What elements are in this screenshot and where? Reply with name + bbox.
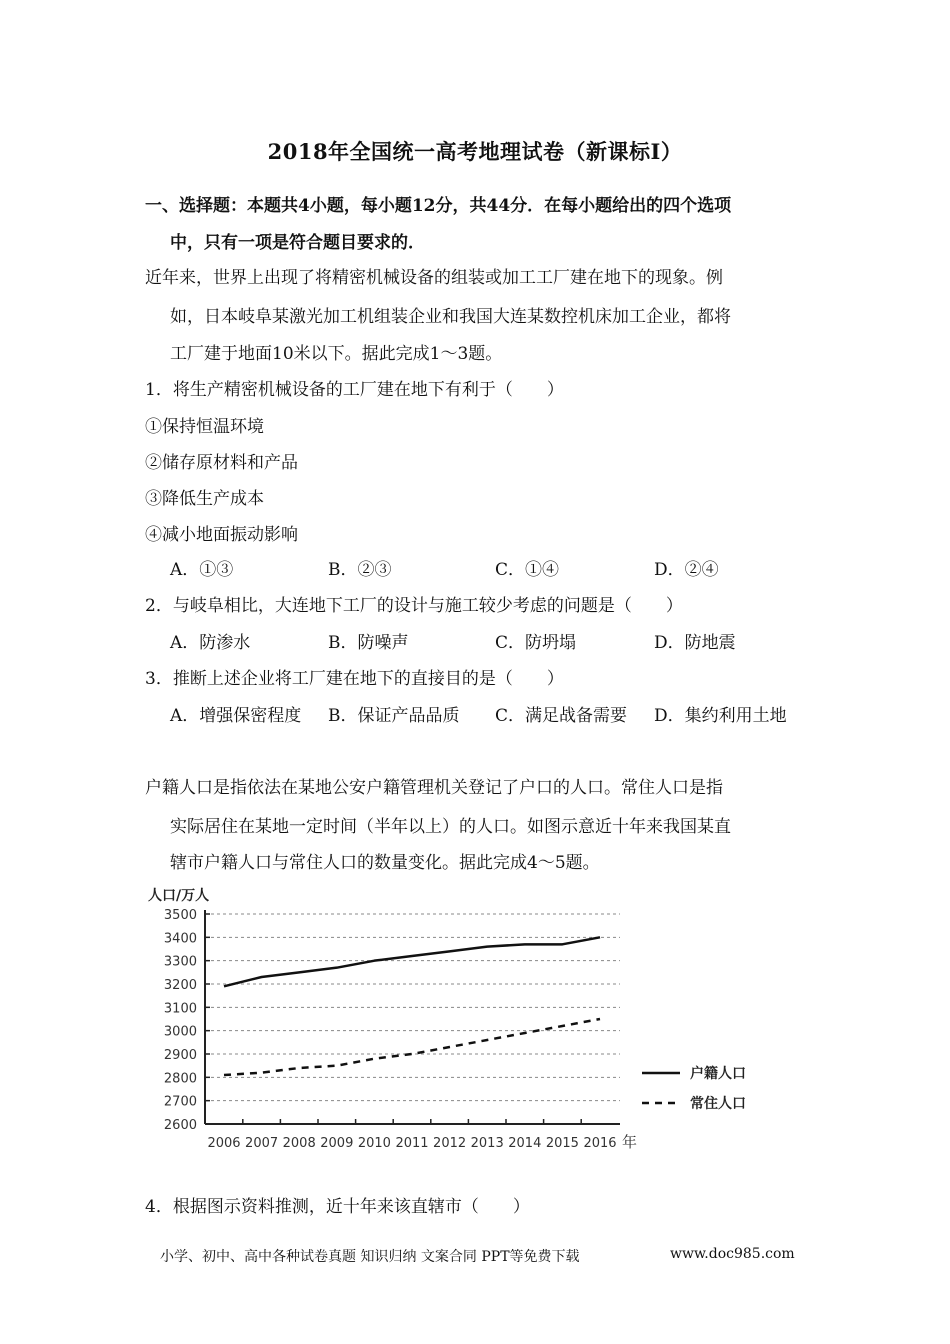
- x-tick-label: 2008: [282, 1136, 316, 1151]
- section-heading-line2: 中，只有一项是符合题目要求的．: [170, 233, 425, 253]
- y-tick-label: 3300: [163, 954, 197, 970]
- question-4-stem: 4．根据图示资料推测，近十年来该直辖市（ ）: [145, 1197, 530, 1217]
- passage1-line3: 工厂建于地面10米以下。据此完成1～3题。: [170, 344, 503, 364]
- y-tick-label: 3400: [163, 931, 197, 947]
- passage2-line3: 辖市户籍人口与常住人口的数量变化。据此完成4～5题。: [170, 853, 600, 873]
- question-1-item-3: ③降低生产成本: [145, 489, 264, 509]
- x-tick-label: 2006: [207, 1136, 241, 1151]
- y-tick-label: 2600: [163, 1118, 197, 1133]
- y-axis-label: 人口/万人: [148, 888, 210, 904]
- section-heading-line1: 一、选择题：本题共4小题，每小题12分，共44分．在每小题给出的四个选项: [145, 196, 732, 216]
- question-1-item-1: ①保持恒温环境: [145, 417, 264, 437]
- question-1-item-4: ④减小地面振动影响: [145, 525, 298, 545]
- passage1-line2: 如，日本岐阜某激光加工机组装企业和我国大连某数控机床加工企业，都将: [170, 307, 731, 327]
- x-tick-label: 2013: [470, 1136, 504, 1151]
- question-3-option-b[interactable]: B．保证产品品质: [328, 706, 460, 726]
- legend-label-1: 户籍人口: [690, 1066, 746, 1082]
- x-tick-label: 2011: [395, 1136, 429, 1151]
- question-1-item-2: ②储存原材料和产品: [145, 453, 298, 473]
- y-tick-label: 2700: [163, 1094, 197, 1110]
- population-line-chart: [140, 880, 780, 1160]
- question-2-option-b[interactable]: B．防噪声: [328, 633, 409, 653]
- question-2-option-d[interactable]: D．防地震: [654, 633, 736, 653]
- question-3-stem: 3．推断上述企业将工厂建在地下的直接目的是（ ）: [145, 669, 564, 689]
- y-tick-label: 3100: [163, 1001, 197, 1017]
- y-tick-label: 3500: [163, 908, 197, 923]
- question-1-option-c[interactable]: C．①④: [495, 560, 560, 580]
- y-tick-label: 3200: [163, 978, 197, 993]
- y-tick-label: 3000: [163, 1024, 197, 1040]
- passage2-line2: 实际居住在某地一定时间（半年以上）的人口。如图示意近十年来我国某直: [170, 817, 731, 837]
- y-tick-label: 2900: [163, 1048, 197, 1063]
- question-3-option-a[interactable]: A．增强保密程度: [170, 706, 302, 726]
- question-3-option-c[interactable]: C．满足战备需要: [495, 706, 628, 726]
- x-tick-label: 2014: [508, 1136, 542, 1151]
- series-line-1: [224, 937, 600, 986]
- x-tick-label: 2010: [357, 1136, 391, 1151]
- footer-url[interactable]: www.doc985.com: [670, 1246, 795, 1262]
- y-tick-label: 2800: [163, 1071, 197, 1087]
- question-2-option-c[interactable]: C．防坍塌: [495, 633, 577, 653]
- x-tick-label: 2009: [320, 1136, 354, 1151]
- question-1-stem: 1．将生产精密机械设备的工厂建在地下有利于（ ）: [145, 380, 564, 400]
- x-tick-label: 2015: [545, 1136, 579, 1151]
- passage1-line1: 近年来，世界上出现了将精密机械设备的组装或加工工厂建在地下的现象。例: [145, 268, 723, 288]
- x-axis-label: 年: [622, 1133, 638, 1151]
- series-line-2: [224, 1019, 600, 1075]
- question-1-option-a[interactable]: A．①③: [170, 560, 234, 580]
- question-1-option-d[interactable]: D．②④: [654, 560, 719, 580]
- question-1-option-b[interactable]: B．②③: [328, 560, 392, 580]
- passage2-line1: 户籍人口是指依法在某地公安户籍管理机关登记了户口的人口。常住人口是指: [145, 778, 723, 798]
- question-2-stem: 2．与岐阜相比，大连地下工厂的设计与施工较少考虑的问题是（ ）: [145, 596, 683, 616]
- question-2-option-a[interactable]: A．防渗水: [170, 633, 251, 653]
- footer-text: 小学、初中、高中各种试卷真题 知识归纳 文案合同 PPT等免费下载: [160, 1249, 580, 1265]
- question-3-option-d[interactable]: D．集约利用土地: [654, 706, 787, 726]
- legend-label-2: 常住人口: [690, 1096, 746, 1112]
- x-tick-label: 2012: [433, 1136, 467, 1151]
- x-tick-label: 2016: [583, 1136, 617, 1151]
- x-tick-label: 2007: [245, 1136, 279, 1151]
- page-title: 2018年全国统一高考地理试卷（新课标Ⅰ）: [267, 139, 683, 164]
